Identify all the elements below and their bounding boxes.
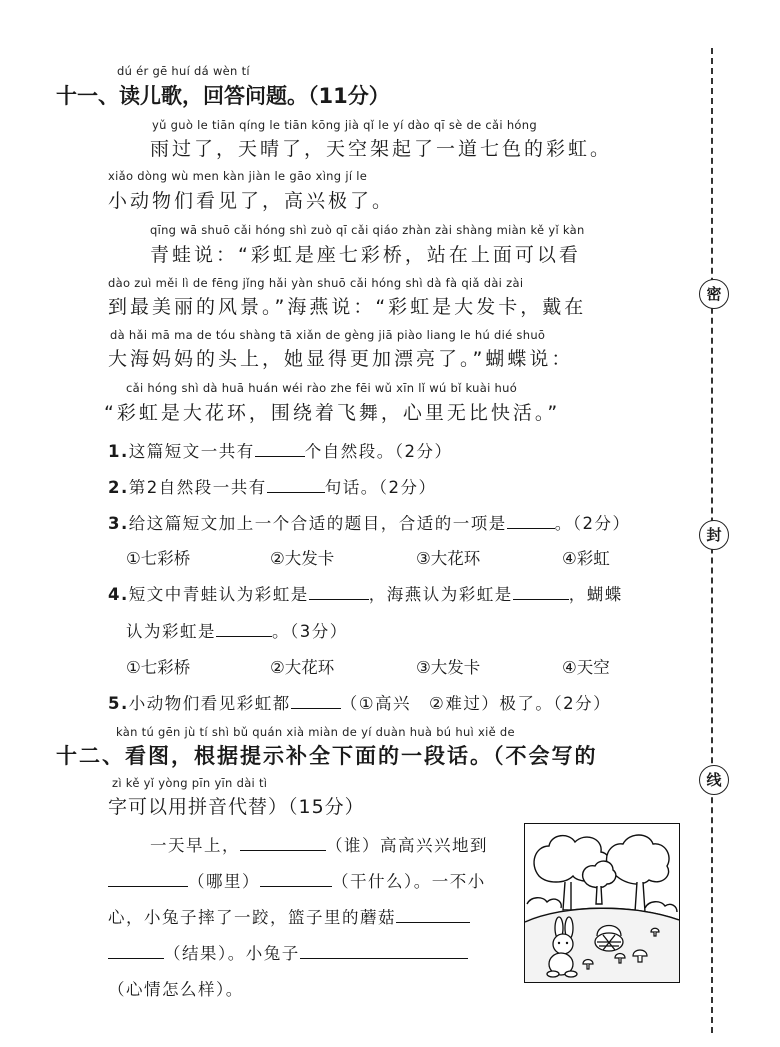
poem-line-3: 青蛙说：“彩虹是座七彩桥，站在上面可以看 [150,244,581,266]
doing-what-answer-blank[interactable] [260,868,332,887]
poem-line-2-pinyin: xiǎo dòng wù men kàn jiàn le gāo xìng jí le [108,169,368,183]
question-1: 1.这篇短文一共有 个自然段。（2分） [108,438,453,462]
poem-line-4-pinyin: dào zuì měi lì de fēng jǐng hǎi yàn shuō cǎi hóng shì dà fà qiǎ dài zài [108,276,524,290]
story-line-2: （哪里） （干什么）。一不小 [108,868,486,892]
story-line-5: （心情怎么样）。 [108,980,244,999]
mushroom-result-blank-1[interactable] [396,904,470,923]
mushroom-result-blank-2[interactable] [108,940,164,959]
q2-answer-blank[interactable] [267,474,325,493]
q3-choice-4: ④彩虹 [562,549,610,568]
illustration-svg [525,824,679,982]
q3-choice-2: ②大发卡 [270,549,335,568]
q4-choice-1: ①七彩桥 [126,658,191,677]
section12-title-pinyin-1: kàn tú gēn jù tí shì bǔ quán xià miàn de yí duàn huà bú huì xiě de [116,725,515,739]
question-3: 3.给这篇短文加上一个合适的题目，合适的一项是 。（2分） [108,510,631,534]
poem-line-1-pinyin: yǔ guò le tiān qíng le tiān kōng jià qǐ le yí dào qī sè de cǎi hóng [152,118,537,132]
section11-title-pinyin: dú ér gē huí dá wèn tí [117,64,250,78]
story-line-3: 心，小兔子摔了一跤，篮子里的蘑菇 [108,904,470,928]
q1-answer-blank[interactable] [255,438,305,457]
who-answer-blank[interactable] [240,832,326,851]
q3-answer-blank[interactable] [507,510,555,529]
poem-line-3-pinyin: qīng wā shuō cǎi hóng shì zuò qī cǎi qiáo zhàn zài shàng miàn kě yǐ kàn [150,223,585,237]
q4-choice-2: ②大花环 [270,658,335,677]
story-line-1: 一天早上， （谁）高高兴兴地到 [150,832,488,856]
story-line-4: （结果）。小兔子 [108,940,468,964]
q3-choice-1: ①七彩桥 [126,549,191,568]
seal-mark-middle: 封 [699,520,729,550]
section12-title-line-2: 字可以用拼音代替）（15分） [108,796,365,818]
q4-swallow-answer-blank[interactable] [513,581,569,600]
question-4: 4.短文中青蛙认为彩虹是 ，海燕认为彩虹是 ，蝴蝶 [108,581,623,605]
poem-line-5-pinyin: dà hǎi mā ma de tóu shàng tā xiǎn de gèng jiā piào liang le hú dié shuō [110,328,546,342]
section11-title: 十一、读儿歌，回答问题。（11分） [56,84,390,108]
feeling-answer-blank-1[interactable] [300,940,468,959]
q4-butterfly-answer-blank[interactable] [216,618,272,637]
poem-line-4: 到最美丽的风景。”海燕说：“彩虹是大发卡，戴在 [108,296,587,318]
q3-choice-3: ③大花环 [416,549,481,568]
q4-frog-answer-blank[interactable] [309,581,369,600]
seal-mark-top: 密 [699,279,729,309]
seal-mark-bottom: 线 [699,765,729,795]
poem-line-5: 大海妈妈的头上，她显得更加漂亮了。”蝴蝶说： [108,348,574,370]
q4-choice-4: ④天空 [562,658,610,677]
section12-title-pinyin-2: zì kě yǐ yòng pīn yīn dài tì [112,776,268,790]
q4-choice-3: ③大发卡 [416,658,481,677]
poem-line-2: 小动物们看见了，高兴极了。 [108,190,395,212]
poem-line-1: 雨过了，天晴了，天空架起了一道七色的彩虹。 [150,138,613,160]
where-answer-blank[interactable] [108,868,188,887]
section12-title-line-1: 十二、看图，根据提示补全下面的一段话。（不会写的 [56,744,598,768]
rabbit-picking-mushrooms-illustration [524,823,680,983]
question-5: 5.小动物们看见彩虹都 （①高兴 ②难过）极了。（2分） [108,690,611,714]
poem-line-6: “彩虹是大花环，围绕着飞舞，心里无比快活。” [104,402,561,424]
question-2: 2.第2自然段一共有 句话。（2分） [108,474,437,498]
question-4-cont: 认为彩虹是 。（3分） [126,618,348,642]
poem-line-6-pinyin: cǎi hóng shì dà huā huán wéi rào zhe fēi wǔ xīn lǐ wú bǐ kuài huó [126,381,518,395]
q5-answer-blank[interactable] [291,690,341,709]
